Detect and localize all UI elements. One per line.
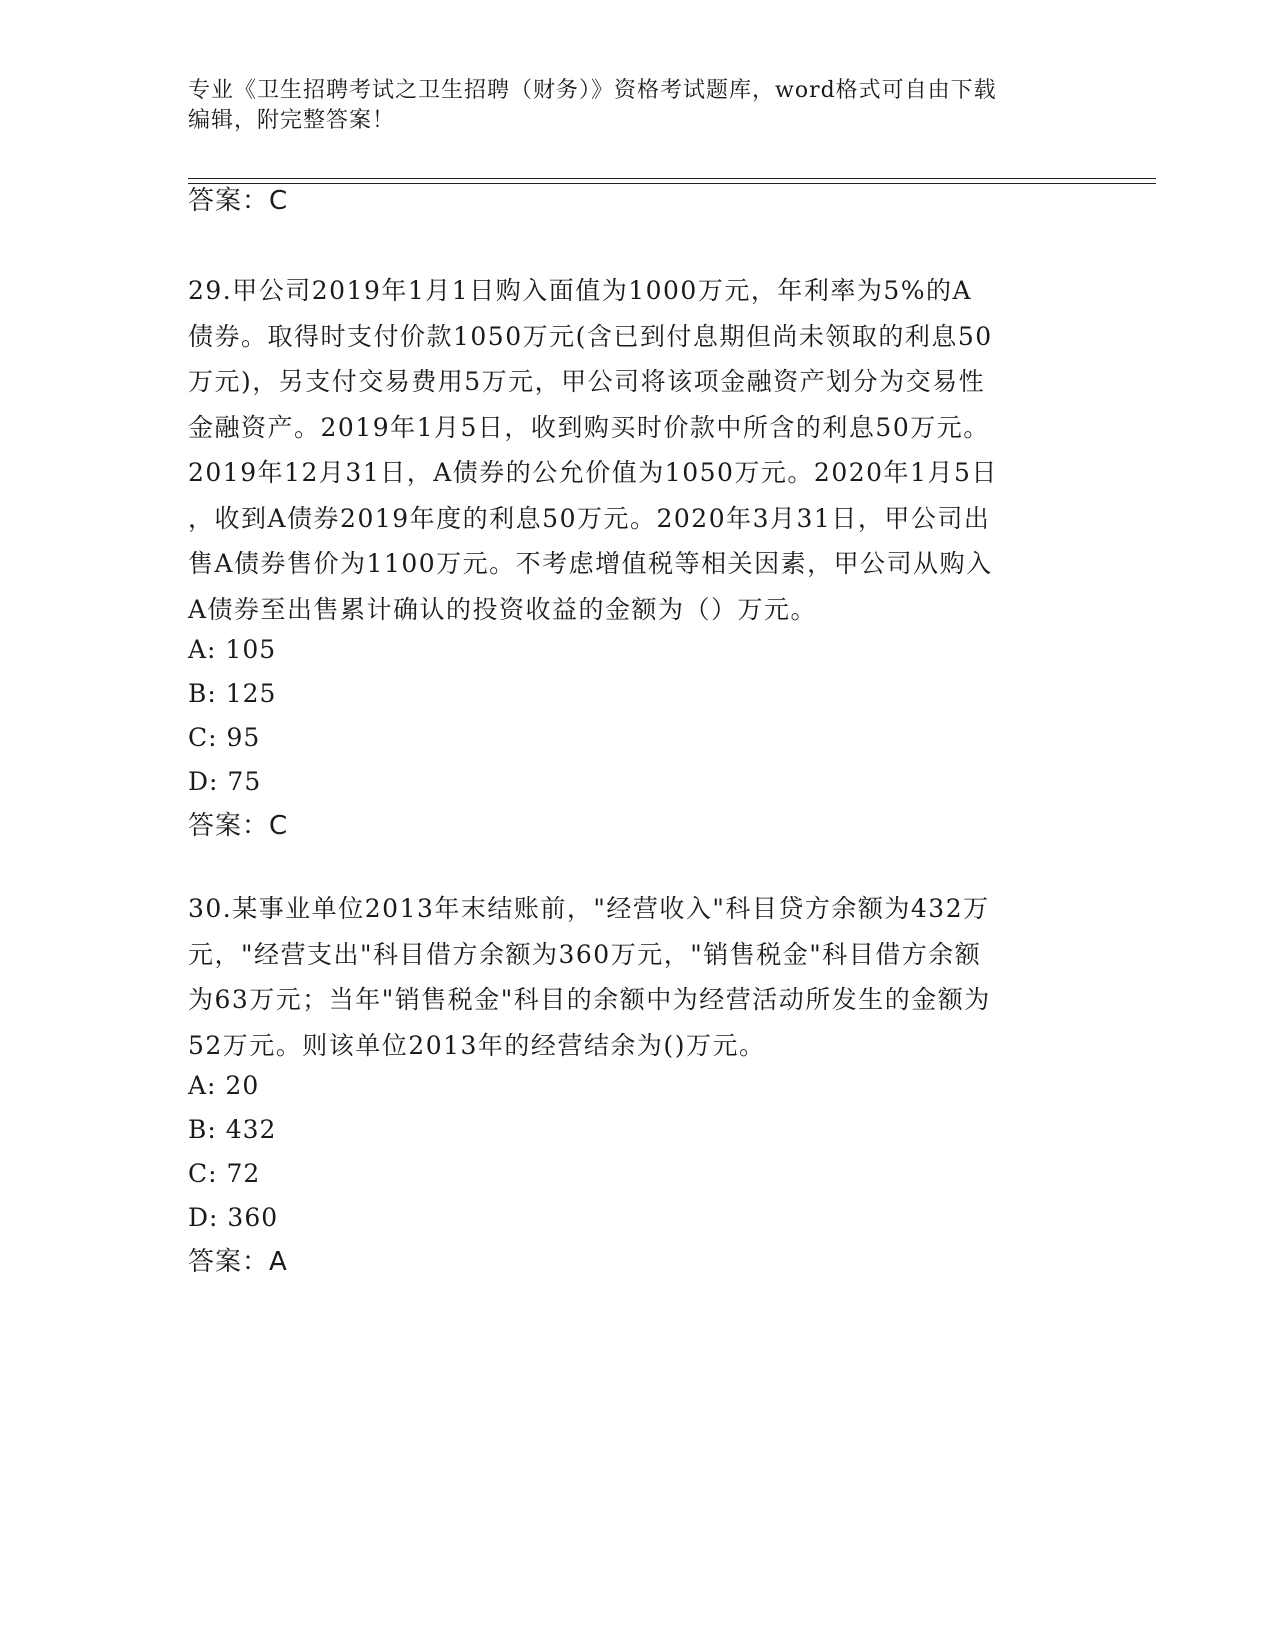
- document-header: [188, 76, 1088, 136]
- question-30-line: 30.某事业单位2013年末结账前，"经营收入"科目贷方余额为432万: [188, 894, 990, 923]
- question-30-option-b: B: 432: [188, 1115, 277, 1144]
- question-29-option-a: A: 105: [188, 635, 277, 664]
- question-30-text: [188, 886, 1088, 1068]
- question-29-line: 2019年12月31日，A债券的公允价值为1050万元。2020年1月5日: [188, 458, 998, 487]
- question-30-line: 52万元。则该单位2013年的经营结余为()万元。: [188, 1030, 766, 1060]
- header-divider-bottom: [188, 183, 1156, 184]
- question-30-option-c: C: 72: [188, 1159, 261, 1188]
- question-29-line: 售A债券售价为1100万元。不考虑增值税等相关因素，甲公司从购入: [188, 549, 993, 578]
- question-30-line: 为63万元；当年"销售税金"科目的余额中为经营活动所发生的金额为: [188, 985, 991, 1014]
- question-29-line: A债券至出售累计确认的投资收益的金额为（）万元。: [188, 594, 818, 624]
- question-29-line: 29.甲公司2019年1月1日购入面值为1000万元，年利率为5%的A: [188, 276, 973, 305]
- question-29-line: 债券。取得时支付价款1050万元(含已到付息期但尚未领取的利息50: [188, 321, 993, 351]
- header-line-2: 编辑，附完整答案！: [188, 108, 396, 133]
- header-line-1: 专业《卫生招聘考试之卫生招聘（财务）》资格考试题库，word格式可自由下载: [188, 78, 997, 103]
- question-30-answer: 答案：A: [188, 1247, 288, 1277]
- question-29-answer: 答案：C: [188, 811, 289, 841]
- question-30-line: 元，"经营支出"科目借方余额为360万元，"销售税金"科目借方余额: [188, 939, 982, 969]
- question-29-option-c: C: 95: [188, 723, 261, 752]
- question-29-line: 万元)，另支付交易费用5万元，甲公司将该项金融资产划分为交易性: [188, 367, 986, 396]
- previous-question-answer: 答案：C: [188, 186, 289, 216]
- question-29-option-b: B: 125: [188, 679, 277, 708]
- question-29-line: 金融资产。2019年1月5日，收到购买时价款中所含的利息50万元。: [188, 412, 990, 442]
- header-divider-top: [188, 178, 1156, 179]
- question-29-text: [188, 268, 1088, 632]
- question-29-option-d: D: 75: [188, 767, 262, 796]
- question-29-line: ，收到A债券2019年度的利息50万元。2020年3月31日，甲公司出: [188, 503, 991, 533]
- question-30-option-a: A: 20: [188, 1071, 260, 1100]
- question-30-option-d: D: 360: [188, 1203, 279, 1232]
